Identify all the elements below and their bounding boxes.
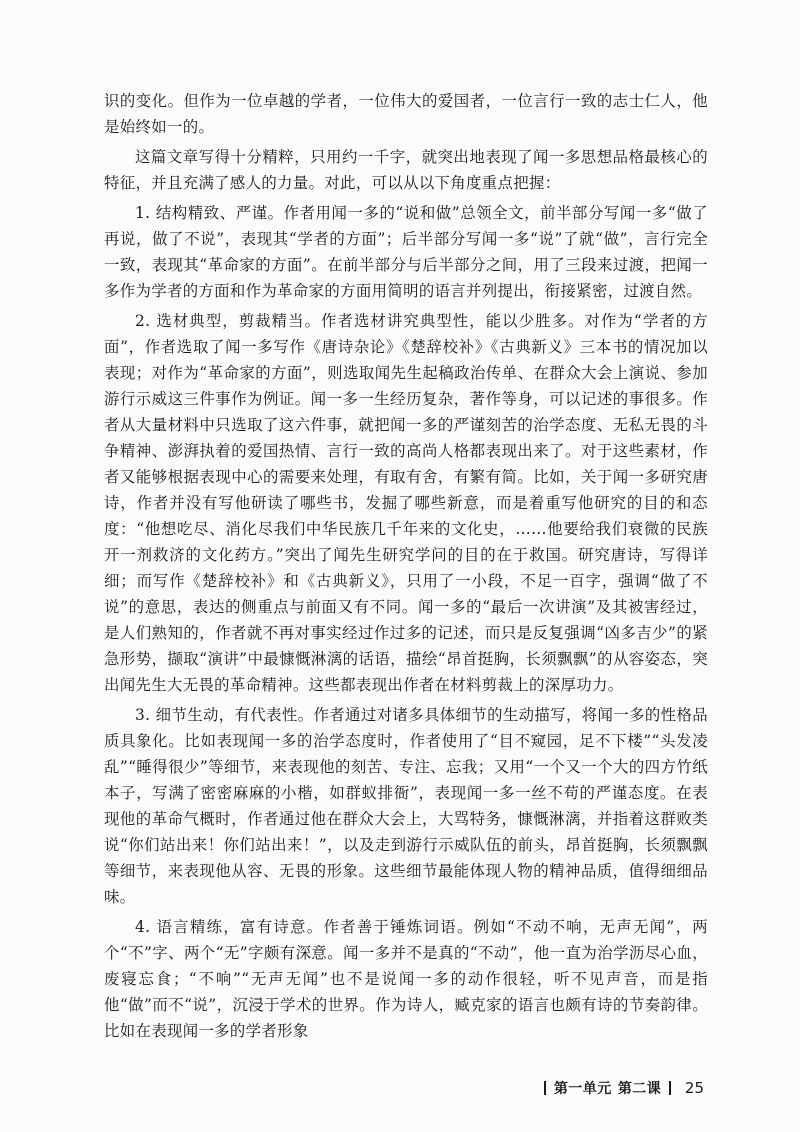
footer-divider (669, 1081, 671, 1095)
page-body (104, 88, 708, 1044)
paragraph-point-1-structure: 1. 结构精致、严谨。作者用闻一多的“说和做”总领全文，前半部分写闻一多“做了再说，做了不说”，表现其“学者的方面”；后半部分写闻一多“说”了就“做”，言行完全一致，表现其“革命家的方面”。在前半部分与后半部分之间，用了三段来过渡，把闻一多作为学者的方面和作为革命家的方面用简明的语言并列提出，衔接紧密，过渡自然。 (104, 204, 708, 300)
paragraph-point-4-language: 4. 语言精练，富有诗意。作者善于锤炼词语。例如“不动不响，无声无闻”，两个“不”字、两个“无”字颇有深意。闻一多并不是真的“不动”，他一直为治学沥尽心血，废寝忘食；“不响”“无声无闻”也不是说闻一多的动作很轻，听不见声音，而是指他“做”而不“说”，沉浸于学术的世界。作为诗人，臧克家的语言也颇有诗的节奏韵律。比如在表现闻一多的学者形象 (104, 918, 708, 1040)
page-number: 25 (684, 1079, 704, 1097)
paragraph-point-2-material: 2. 选材典型，剪裁精当。作者选材讲究典型性，能以少胜多。对作为“学者的方面”，作者选取了闻一多写作《唐诗杂论》《楚辞校补》《古典新义》三本书的情况加以表现；对作为“革命家的方面”，则选取闻先生起稿政治传单、在群众大会上演说、参加游行示威这三件事作为例证。闻一多一生经历复杂，著作等身，可以记述的事很多。作者从大量材料中只选取了这六件事，就把闻一多的严谨刻苦的治学态度、无私无畏的斗争精神、澎湃执着的爱国热情、言行一致的高尚人格都表现出来了。对于这些素材，作者又能够根据表现中心的需要来处理，有取有舍，有繁有简。比如，关于闻一多研究唐诗，作者并没有写他研读了哪些书，发掘了哪些新意，而是着重写他研究的目的和态度：“他想吃尽、消化尽我们中华民族几千年来的文化史，……他要给我们衰微的民族开一剂救济的文化药方。”突出了闻先生研究学问的目的在于救国。研究唐诗，写得详细；而写作《楚辞校补》和《古典新义》，只用了一小段，不足一百字，强调“做了不说”的意思，表达的侧重点与前面又有不同。闻一多的“最后一次讲演”及其被害经过，是人们熟知的，作者就不再对事实经过作过多的记述，而只是反复强调“凶多吉少”的紧急形势，撷取“演讲”中最慷慨淋漓的话语，描绘“昂首挺胸，长须飘飘”的从容姿态，突出闻先生大无畏的革命精神。这些都表现出作者在材料剪裁上的深厚功力。 (104, 312, 708, 694)
paragraph-continuation: 识的变化。但作为一位卓越的学者，一位伟大的爱国者，一位言行一致的志士仁人，他是始终如一的。 (104, 92, 708, 136)
footer-divider (544, 1081, 546, 1095)
paragraph-point-3-details: 3. 细节生动，有代表性。作者通过对诸多具体细节的生动描写，将闻一多的性格品质具象化。比如表现闻一多的治学态度时，作者使用了“目不窥园，足不下楼”“头发凌乱”“睡得很少”等细节，来表现他的刻苦、专注、忘我；又用“一个又一个大的四方竹纸本子，写满了密密麻麻的小楷，如群蚁排衙”，表现闻一多一丝不苟的严谨态度。在表现他的革命气概时，作者通过他在群众大会上，大骂特务，慷慨淋漓，并指着这群败类说“你们站出来！你们站出来！”，以及走到游行示威队伍的前头，昂首挺胸，长须飘飘等细节，来表现他从容、无畏的形象。这些细节最能体现人物的精神品质，值得细细品味。 (104, 706, 708, 906)
footer-lesson: 第二课 (617, 1081, 662, 1097)
paragraph-intro: 这篇文章写得十分精粹，只用约一千字，就突出地表现了闻一多思想品格最核心的特征，并且充满了感人的力量。对此，可以从以下角度重点把握： (104, 148, 708, 192)
footer-unit: 第一单元 (553, 1081, 612, 1097)
page-footer (536, 1078, 704, 1098)
